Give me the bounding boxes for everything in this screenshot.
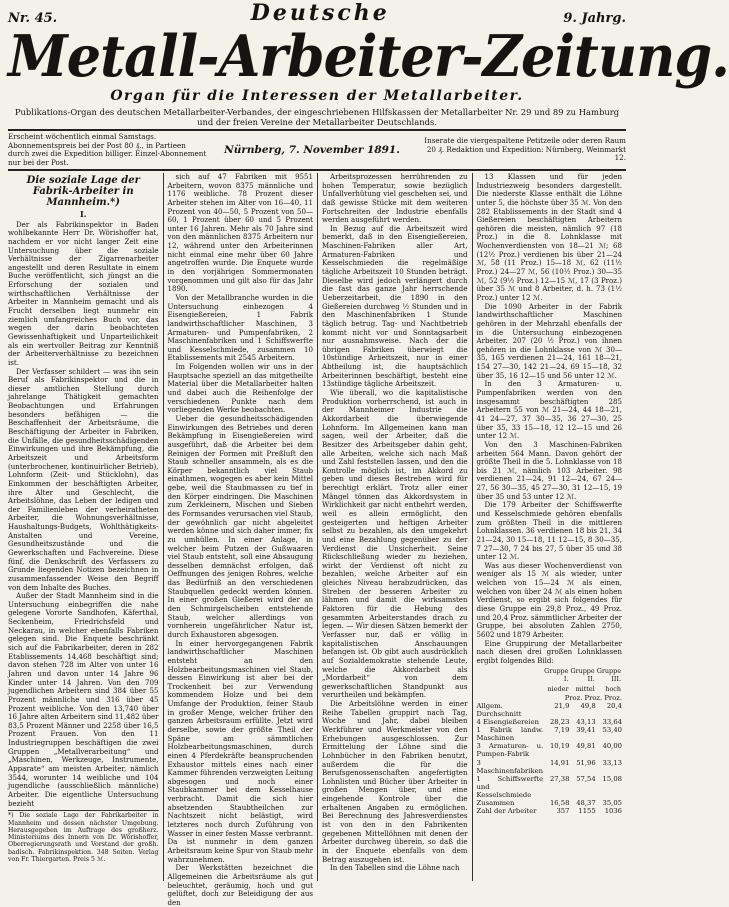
paragraph: Der Werkstätten bezeichnet die Allgemeinen die Arbeitsräume als gut beleuchtet, geräumig, hoch und gut gelüftet, doch zur Beleidigung der aus den [167, 863, 313, 907]
organ-line: Organ für die Interessen der Metallarbeiter. [110, 88, 524, 104]
column-2 [163, 172, 318, 907]
paragraph: Die 1090 Arbeiter in der Fabrik landwirthschaftlicher Maschinen gehören in der Mehrzahl ebenfalls der in die Untersuchung einbezogenen Arbeiter. 207 (20 ½ Proz.) von ihnen gehören in die Lohnklasse von ℳ 30—35, 165 verdienen 21—24, 161 18—21, 154 27—30, 142 21—24, 69 15—18, 32 über 35, 16 12—15 und 56 unter 12 ℳ. [476, 301, 622, 380]
table-cell: 21,9 [554, 701, 570, 710]
column-3 [317, 173, 472, 881]
table-cell: 10,19 [549, 742, 570, 751]
table-cell: 39,41 [576, 726, 596, 735]
paragraph: Die Arbeitslöhne werden in einer Reihe Tabellen gruppirt nach Tag, Woche und Jahr, dabei bleiben Werkführer und Werkmeister von den Erhebungen ausgeschlossen. Zur Ermittelung der Löhne sind die Lohnbücher in den Fabriken benutzt, außerdem die für die Berufsgenossenschaften angefertigten Lohnlisten und Bücher über Arbeiter in großen Mengen über, und eine eingehende Kontrole über die erhaltenen Angaben zu ermöglichen. Bei Berechnung des Jahresverdienstes ist von den in den Fabrikenten gegebenen Mittellöhnen mit denen der Arbeiter durchweg überein, so daß die in der Enquete ebenfalls von dem Betrag auszugehen ist. [322, 699, 468, 864]
table-cell: 51,96 [576, 758, 596, 767]
paragraph: Der als Fabrikinspektor in Baden wohlbekannte Herr Dr. Wörishoffer hat, nachdem er vor nicht langer Zeit eine Untersuchung über die soziale Verhältnisse der Zigarrenarbeiter angestellt und deren Resultate in einem Buche veröffentlicht, sich jüngst an die Erforschung der sozialen und wirthschaftlichen Verhältnisse der Arbeiter in Mannheim gemacht und als Frucht derselben liegt nunmehr ein ziemlich umfangreiches Buch vor, das wegen der darin beobachteten Gewissenhaftigkeit und Unparteilichkeit als ein wertvoller Beitrag zur Kenntniß der Arbeiterverhältnisse zu bezeichnen ist. [8, 219, 159, 367]
table-subheader-row [477, 684, 623, 694]
publication-line: Publikations-Organ des deutschen Metallarbeiter-Verbandes, der eingeschriebenen Hilfskassen der Metallarbeiter Nr. 29 und 89 zu Hamburg und der freien Vereine der Metallarbeiter Deutschlands. [14, 107, 620, 127]
table-cell: 49,81 [576, 742, 596, 751]
paragraph: Der Verfasser schildert — was ihn sein Beruf als Fabrikinspektor und die in dieser amtlichen Stellung durch jahrelange Thätigkeit gemachten Beobachtungen und Erfahrungen besonders befähigen — die Beschaffenheit der Arbeitsräume, die Beschäftigung der Arbeiter in Fabriken, die Unfälle, die gesundheitsschädigenden Einwirkungen und ihre Bekämpfung, die Arbeitszeit und Arbeitsform (unterbrochener, kontinuirlicher Betrieb), Lohnform (Zeit- und Stücklohn), das Einkommen der beschäftigten Arbeiter, ihre Alter und Geschlecht, die Arbeitslöhne, das Leben der ledigen und der Familienleben der verheiratheten Arbeiter, die Wohnungsverhältnisse, Haushaltungs-Budgets, Wohlthätigkeits-Anstalten und Vereine, Gesundheitszustände und die Gewerkschaften und Fachvereine. Diese fünf, die Denkschrift des Verfassers zu Grunde liegenden Notizen bezeichnen in zusammenfassender Weise den Begriff von dem Inhalte des Buches. [8, 366, 159, 592]
table-row [477, 759, 623, 775]
dateline: Nürnberg, 7. November 1891. [224, 143, 400, 156]
row-label: Allgem. Durchschnitt [476, 701, 522, 718]
table-cell: 1036 [604, 807, 622, 816]
paragraph: Ueber die gesundheitsschädigenden Einwirkungen des Betriebes und deren Bekämpfung in Eisengießereien wird ausgeführt, daß die Arbeiter bei dem Reinigen der Formen mit Preßluft den Staub schneller ansammeln, als es die Körper bekanntlich viel Staub einathmen, wogegen es aber kein Mittel gebe, weil die Staubmassen zu tief in den Körper eindringen. Die Maschinen zum Zerkleinern, Mischen und Sieben des Formsandes verursachen viel Staub, der gewöhnlich gar nicht abgeleitet werden könne und sich daher immer, fix zu umhüllen. In einer Anlage, in welcher beim Putzen der Gußwaaren viel Staub entsteht, soll eine Absaugung desselben demnächst erfolgen, daß Oeffnungen des jenigen Rohres, welche das Bedürfniß an den verschiedenen Staubquellen gedeckt werden können. In einer großen Gießerei wird der an den Schmirgelscheiben entstehende Staub, welcher allerdings von vornherein ungefährlicher Natur ist, durch Exhaustoren abgesogen. [167, 413, 313, 639]
row-label: 4 Eisengießereien [476, 718, 539, 727]
paragraph: Die 179 Arbeiter der Schiffswerfte und Kesselschmiede gehören ebenfalls zum größten Theil in die mittleren Lohnklassen. 36 verdienen 18 bis 21, 34 21—24, 30 15—18, 11 12—15, 8 30—35, 7 27—30, 7 24 bis 27, 5 über 35 und 38 unter 12 ℳ. [476, 500, 622, 562]
table-cell: 27,38 [549, 774, 570, 783]
table-row [477, 702, 623, 718]
table-subheader: mittel [575, 684, 595, 693]
wage-table [477, 666, 623, 816]
table-row [477, 726, 623, 742]
table-body [477, 702, 623, 815]
table-cell: 28,23 [549, 718, 570, 727]
row-label: 3 Armaturen- u. Pumpen-Fabrik [476, 742, 544, 759]
row-label: Zusammen [476, 799, 515, 808]
paragraph: Im Folgenden wollen wir uns in der Hauptsache speziell an das mitgetheilte Material über die Metallarbeiter halten und dabei auch die Reihenfolge der verschiedenen Punkte nach dem vorliegenden Werke beobachten. [167, 362, 313, 415]
table-cell: 43,13 [576, 718, 596, 727]
paragraph: Von der Metallbranche wurden in die Untersuchung einbezogen 4 Eisengießereien, 1 Fabrik landwirthschaftlicher Maschinen, 3 Armaturen- und Pumpenfabriken, 2 Maschinenfabriken und 1 Schiffswerfte und Kesselschmiede, zusammen 10 Etablissements mit 2545 Arbeitern. [167, 292, 313, 363]
column-1 [8, 173, 163, 881]
advert-info: Inserate die viergespaltene Petitzeile oder deren Raum 20 ₰. Redaktion und Expedition: Nürnberg, Weinmarkt 12. [424, 136, 626, 163]
paragraph: In einer hervorgegangenen Fabrik landwirthschaftlicher Maschinen entsteht an den Holzbearbeitungsmaschinen viel Staub, dessen Einwirkung ist aber bei der Trockenheit bei zur Verwendung kommendem Holze und bei dem Umfange der Produktion, feiner Staub in großer Menge, welcher früher den ganzen Arbeitsraum erfüllte. Jetzt wird derselbe, sowie der größte Theil der Späne am sämmtlichen Holzbearbeitungsmaschinen, durch einen 4 Pferdekräfte beanspruchenden Exhaustor mittels eines nach einer Kammer führenden verzweigten Leitung abgesogen und noch einer Staubkammer bei dem Kesselhause verbracht. Damit die sich hier absetzenden Staubtheilchen zur Nachtszeit nicht belästigt, wird letzteres noch durch Zuführung von Wasser in einer festen Masse verbrannt. Da ist nunmehr in dem ganzen Arbeitsraum keine Spur von Staub mehr wahrzunehmen. [167, 638, 313, 864]
paragraph: sich auf 47 Fabriken mit 9551 Arbeitern, wovon 8375 männliche und 1176 weibliche. 78 Prozent dieser Arbeiter stehen im Alter von 16—40, 11 Prozent von 40—50, 5 Prozent von 50—60, 1 Prozent über 60 und 5 Prozent unter 16 Jahren. Mehr als 70 Jahre sind von den männlichen 8375 Arbeitern nur 12, während unter den Arbeiterinnen nicht einmal eine mehr über 60 Jahre angetroffen wurde. Die Enquete wurde in den vorjährigen Sommermonaten vorgenommen und gilt also für das Jahr 1890. [167, 172, 313, 294]
table-subheader: hoch [605, 684, 621, 693]
table-cell: 14,91 [549, 758, 570, 767]
article-heading: Die soziale Lage der Fabrik-Arbeiter in Mannheim.*) [26, 175, 140, 208]
table-header: Gruppe I. [544, 666, 569, 683]
table-row [477, 799, 623, 807]
table-cell: 1155 [578, 807, 596, 816]
paragraph: 13 Klassen und für jeden Industriezweig besonders dargestellt. Die niederste Klasse enthält die Löhne unter 5, die höchste über 35 ℳ. Von den 282 Etablissements in der Stadt sind 4 Gießereien beschäftigten Arbeitern gehören die meisten, nämlich 97 (18 Proz.) in die 8. Lohnklasse mit Wochenverdiensten von 18—21 ℳ; 68 (12½ Proz.) verdienen bis über 21—24 ℳ, 58 (11 Proz.) 15—18 ℳ, 62 (11½ Proz.) 24—27 ℳ, 56 (10½ Proz.) 30—35 ℳ, 52 (9½ Proz.) 12—15 ℳ, 17 (3 Proz.) über 35 ℳ und 8 Arbeiter, d. h. 73 (1½ Proz.) unter 12 ℳ. [476, 172, 622, 302]
table-header: Gruppe II. [570, 666, 595, 683]
row-label: Zahl der Arbeiter [476, 807, 537, 816]
issue-number: Nr. 45. [8, 11, 58, 26]
masthead-subtitle: Deutsche [250, 0, 390, 26]
table-cell: 35,05 [602, 799, 622, 808]
table-unit-row [477, 694, 623, 702]
table-cell: 40,00 [602, 742, 622, 751]
article-columns [8, 172, 626, 907]
table-row [477, 742, 623, 758]
table-cell: 16,58 [549, 799, 570, 808]
paragraph: In den 3 Armaturen- u. Pumpenfabriken werden von den insgesammt beschäftigten 285 Arbeitern 55 von ℳ 21—24, 44 18—21, 41 24—27, 37 30—35, 36 27—30, 25 über 35, 33 15—18, 12 12—15 und 26 unter 12 ℳ. [476, 379, 622, 441]
subscription-info: Erscheint wöchentlich einmal Samstags. Abonnementspreis bei der Post 80 ₰., in Partieen durch zwei die Expedition billiger. Einzel-Abonnement nur bei der Post. [8, 132, 207, 167]
table-header: Gruppe III. [596, 666, 621, 683]
table-cell: 20,4 [606, 701, 622, 710]
table-cell: 57,54 [576, 774, 596, 783]
paragraph: Außer der Stadt Mannheim sind in die Untersuchung einbegriffen die nahe gelegene Vororte Sandhofen, Käferthal, Seckenheim, Friedrichsfeld und Neckarau, in welcher ebenfalls Fabriken gelegen sind. Die Enquete beschränkt sich auf die Fabrikarbeiter, deren in 282 Etablissements 14,468 beschäftigt sind; davon stehen 728 im Alter von unter 16 Jahren und davon unter 14 Jahre 96 Kinder unter 14 Jahren. Von den 709 jugendlichen Arbeitern sind 384 über 55 Prozent männliche und 316 über 45 Prozent weibliche. Von den 13,740 über 16 Jahre alten Arbeitern sind 11,482 über 83,5 Prozent Männer und 2258 über 16,5 Prozent Frauen. Von den 11 Industriegruppen beschäftigen die zwei Gruppen „Metallverarbeitung“ und „Maschinen, Werkzeuge, Instrumente, Apparate“ am meisten Arbeiter, nämlich 3544, worunter 14 weibliche und 104 jugendliche (ausschließlich männliche) Arbeiter. Die eigentliche Untersuchung bezieht [8, 591, 159, 808]
table-cell: 357 [556, 807, 570, 816]
footnote: *) Die soziale Lage der Fabrikarbeiter in Mannheim und dessen nächster Umgebung. Herausgegeben im Auftrage des großherz. Ministeriums des Innern von Dr. Wörishoffer, Oberregierungsrath und Vorstand der großh. badisch. Fabrikinspektion. 348 Seiten. Verlag von Fr. Thiergarten. Preis 5 ℳ. [8, 812, 159, 863]
paragraph: Von den 3 Maschinen-Fabriken arbeiten 564 Mann. Davon gehört der größte Theil in die 5. Lohnklasse von 18 bis 21 ℳ, nämlich 103 Arbeiter. 98 verdienen 21—24, 91 12—24, 67 24—27, 56 30—35, 45 27—30, 31 12—15, 19 über 35 und 53 unter 12 ℳ. [476, 439, 622, 501]
table-cell: 15,08 [602, 774, 622, 783]
paragraph: Wie überall, wo die kapitalistische Produktion vorherrschend, ist auch in der Mannheimer Industrie die Akkordarbeit die überwiegende Lohnform. Im Allgemeinen kann man sagen, weil der Arbeiter, daß die Besitzer des Arbeitsgeber dahin geht, alle Arbeiten, welche sich nach Maß und Zahl feststellen lassen, und den die Kontrolle möglich ist, im Akkord zu geben und dieses Bestreben wird für berechtigt erklärt. Trotz aller einer Mängel tönnen das Akkordsystem in Wirklichkeit gar nicht entbehrt werden, weil es allein ermöglicht, den gesteigerten und heftigen Arbeiter selbst zu bezahlen, als den umgekehrt und eine Bezahlung gegenüber zu der Verdienst die Unsicherheit. Seine Rückschließung wieder zu beziehen, wirkt der Verdienst oft nicht zu bezahlen, welche Arbeiter auf ein gleiches Niveau herabzudrücken, das Streben der besseren Arbeiter zu lähmen und damit die wirksamsten Faktoren für die Hebung des gesammten Arbeiterstandes drach zu legen. — Wir diesen Sätzen bemerkt der Verfasser nur, daß er völlig in kapitalistischen Anschauungen befangen ist. Ob gibt auch ausdrücklich auf Sozialdemokratie stehende Leute, welche die Akkordarbeit als „Mordarbeit“ von dem gewerkschaftlichen Standpunkt aus verurtheilen und bekämpfen. [322, 388, 468, 700]
table-row [477, 807, 623, 815]
divider [8, 169, 626, 171]
divider [8, 129, 626, 131]
article-part: I. [79, 209, 87, 219]
volume-year: 9. Jahrg. [563, 11, 626, 26]
row-label: 3 Maschinenfabriken [476, 758, 543, 775]
paragraph: Eine Gruppirung der Metallarbeiter nach diesen drei großen Lohnklassen ergibt folgendes Bild: [476, 638, 622, 665]
table-header-row [477, 666, 623, 684]
row-label: 1 Fabrik landw. Maschinen [476, 726, 544, 743]
paragraph: In den Tabellen sind die Löhne nach [330, 863, 460, 873]
table-cell: 33,64 [602, 718, 622, 727]
paragraph: Arbeitsprozessen herrührenden zu hohen Temperatur, sowie bezüglich Unfallverhütung viel geschehen sei, und daß gewisse Stücke mit dem weiteren Fortschreiten der Industrie ebenfalls werden ausgeführt werden. [322, 172, 468, 225]
table-cell: 49,8 [580, 701, 596, 710]
info-bar [8, 133, 626, 167]
table-cell: 7,19 [554, 726, 570, 735]
table-unit: Proz. Proz. Proz. [564, 693, 622, 702]
table-cell: 53,40 [602, 726, 622, 735]
paragraph: In Bezug auf die Arbeitszeit wird bemerkt, daß in den Eisengießereien, Maschinen-Fabriken aller Art, Armaturen-Fabriken und Kesselschmieden die regelmäßige tägliche Arbeitszeit 10 Stunden beträgt. Dieselbe wird jedoch verlängert durch die fast das ganze Jahr herrschende Ueberzeitarbeit, die 1890 in den Gießereien durchweg ½ Stunden und in den Maschinenfabriken 1 Stunde täglich betrug. Tag- und Nachtbetrieb kommt nicht vor und Sonntagsarbeit nur ausnahmsweise. Nach der die übrigen Fabriken überwiegt die 10stündige Arbeitszeit, nur in einer Abtheilung ist, die hauptsächlich Arbeiterinnen beschäftigt, besteht eine 13stündige tägliche Arbeitszeit. [322, 223, 468, 389]
table-row [477, 718, 623, 726]
table-cell: 48,37 [576, 799, 596, 808]
table-cell: 33,13 [602, 758, 622, 767]
table-row [477, 775, 623, 799]
paragraph: Was aus dieser Wochenverdienst von weniger als 15 ℳ als wieder, unter welchen von 15—24 ℳ als einen, welchen von über 24 ℳ als einen hohen Verdienst, so ergibt sich folgendes für diese Gruppe ein 29,8 Proz., 49 Proz. und 20,4 Proz. sämmtlicher Arbeiter der Gruppe, bei absoluten Zahlen 2750, 5602 und 1879 Arbeiter. [476, 560, 622, 639]
column-4 [472, 173, 627, 881]
row-label: 1 Schiffswerfte und Kesselschmiede [476, 774, 544, 799]
newspaper-title: Metall-Arbeiter-Zeitung. [8, 22, 729, 90]
table-subheader: nieder [547, 684, 569, 693]
